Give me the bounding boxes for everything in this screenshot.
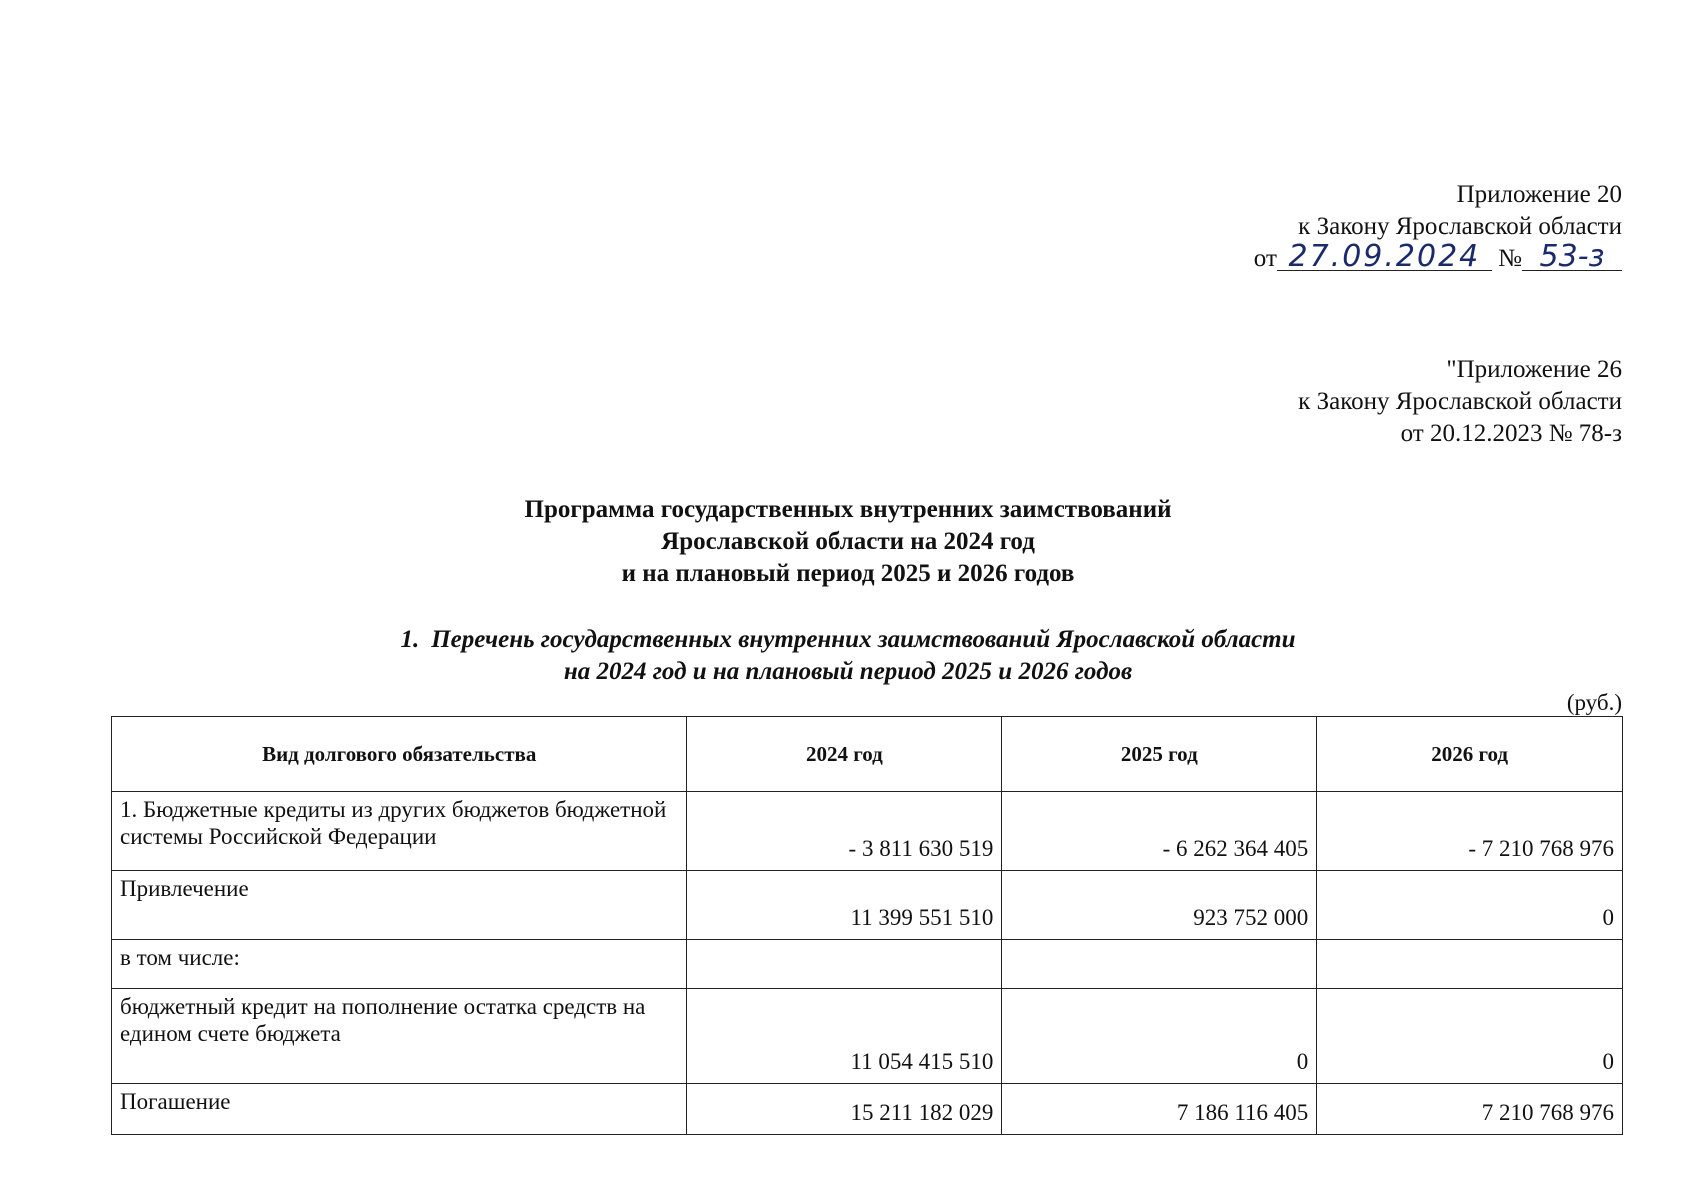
- table-row: [112, 989, 1623, 1084]
- title-line-2: Ярославской области на 2024 год: [661, 528, 1035, 555]
- annex-number-line: Приложение 20: [1456, 181, 1622, 208]
- cell-2026: - 7 210 768 976: [1317, 792, 1623, 871]
- table-header-row: [112, 717, 1623, 792]
- header-debt-type: Вид долгового обязательства: [112, 717, 687, 792]
- cell-2025: - 6 262 364 405: [1002, 792, 1317, 871]
- from-prefix: от: [1253, 245, 1277, 272]
- cell-2026: 0: [1317, 989, 1623, 1084]
- cell-2024: 15 211 182 029: [687, 1084, 1002, 1135]
- header-2024: 2024 год: [687, 717, 1002, 792]
- section-number: 1.: [400, 626, 420, 653]
- document-title: [0, 494, 1696, 590]
- annex-signed-line: [1253, 239, 1622, 275]
- cell-2024: 11 399 551 510: [687, 871, 1002, 940]
- table-row: [112, 871, 1623, 940]
- number-sign: №: [1498, 245, 1522, 272]
- cell-2026: [1317, 940, 1623, 989]
- row-label: бюджетный кредит на пополнение остатка средств на едином счете бюджета: [112, 989, 687, 1084]
- cell-2024: - 3 811 630 519: [687, 792, 1002, 871]
- annex-header-new: [1254, 179, 1622, 275]
- title-line-3: и на плановый период 2025 и 2026 годов: [621, 560, 1075, 587]
- cell-2026: 0: [1317, 871, 1623, 940]
- row-label: в том числе:: [112, 940, 687, 989]
- annex-law-line: к Закону Ярославской области: [1298, 213, 1622, 240]
- old-annex-date-line: от 20.12.2023 № 78-з: [1400, 420, 1622, 447]
- row-label: Погашение: [112, 1084, 687, 1135]
- row-label: Привлечение: [112, 871, 687, 940]
- cell-2025: 923 752 000: [1002, 871, 1317, 940]
- section-heading-line-2: на 2024 год и на плановый период 2025 и 2026 годов: [563, 658, 1133, 685]
- header-2026: 2026 год: [1317, 717, 1623, 792]
- title-line-1: Программа государственных внутренних заимствований: [524, 496, 1172, 523]
- table-row: [112, 792, 1623, 871]
- cell-2025: 0: [1002, 989, 1317, 1084]
- table-row: [112, 940, 1623, 989]
- cell-2024: 11 054 415 510: [687, 989, 1002, 1084]
- header-2025: 2025 год: [1002, 717, 1317, 792]
- section-heading-line-1: [0, 624, 1696, 656]
- row-label: 1. Бюджетные кредиты из других бюджетов бюджетной системы Российской Федерации: [112, 792, 687, 871]
- cell-2024: [687, 940, 1002, 989]
- cell-2025: 7 186 116 405: [1002, 1084, 1317, 1135]
- old-annex-number-line: "Приложение 26: [1446, 356, 1622, 383]
- old-annex-law-line: к Закону Ярославской области: [1298, 388, 1622, 415]
- cell-2025: [1002, 940, 1317, 989]
- section-heading: [0, 624, 1696, 688]
- table-row: [112, 1084, 1623, 1135]
- annex-header-old: [1298, 354, 1622, 450]
- currency-unit: (руб.): [1566, 690, 1622, 715]
- handwritten-date: 27.09.2024: [1277, 244, 1492, 271]
- borrowings-table: [111, 716, 1623, 1135]
- handwritten-number: 53-з: [1522, 244, 1622, 271]
- section-heading-text-1: Перечень государственных внутренних заимствований Ярославской области: [431, 626, 1296, 653]
- cell-2026: 7 210 768 976: [1317, 1084, 1623, 1135]
